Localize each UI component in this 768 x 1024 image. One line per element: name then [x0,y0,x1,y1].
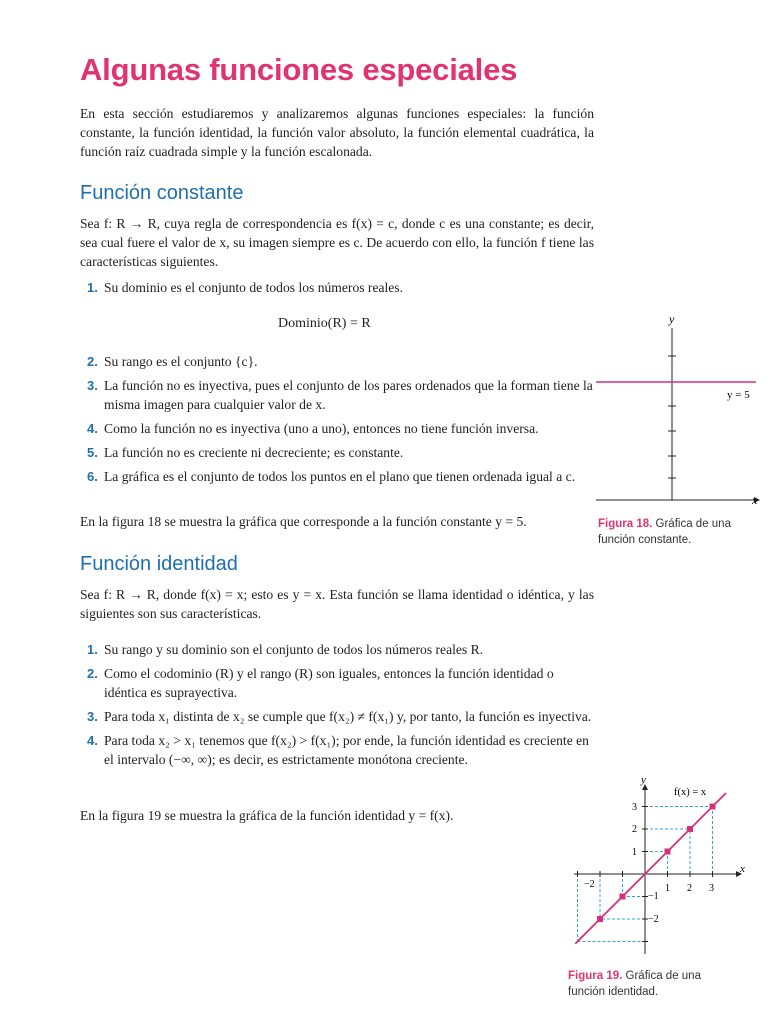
heading-funcion-constante: Función constante [80,182,244,204]
y-tick-label-neg1: −1 [648,891,659,902]
heading-funcion-identidad: Función identidad [80,553,238,575]
constante-intro: Sea f: R → R, cuya regla de correspondencia es f(x) = c, donde c es una constante; es decir, sea cual fuere el valor de x, su imagen siempre es c. De acuerdo con ello, la función f tiene las características siguientes. [80,216,594,269]
list-item: 2. Como el codominio (R) y el rango (R) son iguales, entonces la función identidad o idéntica es suprayectiva. [87,666,554,700]
y-tick-label-2: 2 [632,824,637,835]
list-item: 6. La gráfica es el conjunto de todos los puntos en el plano que tienen ordenada igual a c. [87,469,576,484]
dominio-formula: Dominio(R) = R [278,316,371,331]
y-tick-label-3: 3 [632,802,637,813]
list-item: 3. La función no es inyectiva, pues el conjunto de los pares ordenados que la forman tiene la misma imagen para cualquier valor de x. [87,378,593,412]
list-item: 1. Su rango y su dominio son el conjunto de todos los números reales R. [87,642,484,657]
list-item: 4. Como la función no es inyectiva (uno a uno), entonces no tiene función inversa. [87,421,539,436]
identidad-intro: Sea f: R → R, donde f(x) = x; esto es y = x. Esta función se llama identidad o idéntica, y las siguientes son sus características. [80,587,594,621]
figure-19-graph [570,774,746,960]
list-item: 1. Su dominio es el conjunto de todos los números reales. [87,280,404,295]
x-tick-label-neg2: −2 [584,879,595,890]
x-tick-label-1: 1 [665,883,670,894]
identidad-list [80,640,596,769]
list-item: 4. Para toda x₂ > x₁ tenemos que f(x₂) > f(x₁); por ende, la función identidad es creciente en el intervalo (−∞, ∞); es decir, es estrictamente monótona creciente. [87,733,589,767]
constante-list-b [80,352,596,486]
y-tick-label-1: 1 [632,847,637,858]
figure-18-caption: Figura 18. Gráfica de una función constante. [598,518,731,546]
line-label: y = 5 [727,389,750,401]
constante-list-a [80,278,596,297]
line-label: f(x) = x [674,787,707,798]
identity-point [597,916,603,922]
intro-paragraph: En esta sección estudiaremos y analizaremos algunas funciones especiales: la función constante, la función identidad, la función valor absoluto, la función elemental cuadrática, la función raíz cuadrada simple y la función escalonada. [80,106,594,159]
figure-18-graph [596,312,764,512]
x-axis-label: x [752,493,758,507]
y-axis-label: y [669,312,675,326]
page-title: Algunas funciones especiales [80,52,518,87]
x-tick-label-3: 3 [709,883,714,894]
identidad-closing: En la figura 19 se muestra la gráfica de la función identidad y = f(x). [80,808,454,823]
y-axis-label: y [641,774,646,786]
x-tick-label-2: 2 [687,883,692,894]
figure-19-caption: Figura 19. Gráfica de una función identidad. [568,970,701,998]
list-item: 2. Su rango es el conjunto {c}. [87,354,258,369]
constante-closing: En la figura 18 se muestra la gráfica que corresponde a la función constante y = 5. [80,514,527,529]
identity-point [710,804,716,810]
list-item: 3. Para toda x₁ distinta de x₂ se cumple que f(x₂) ≠ f(x₁) y, por tanto, la función es inyectiva. [87,709,592,724]
x-axis-label: x [740,863,745,875]
identity-point [620,894,626,900]
identity-point [665,849,671,855]
y-tick-label-neg2: −2 [648,914,659,925]
identity-point [687,826,693,832]
list-item: 5. La función no es creciente ni decreciente; es constante. [87,445,404,460]
